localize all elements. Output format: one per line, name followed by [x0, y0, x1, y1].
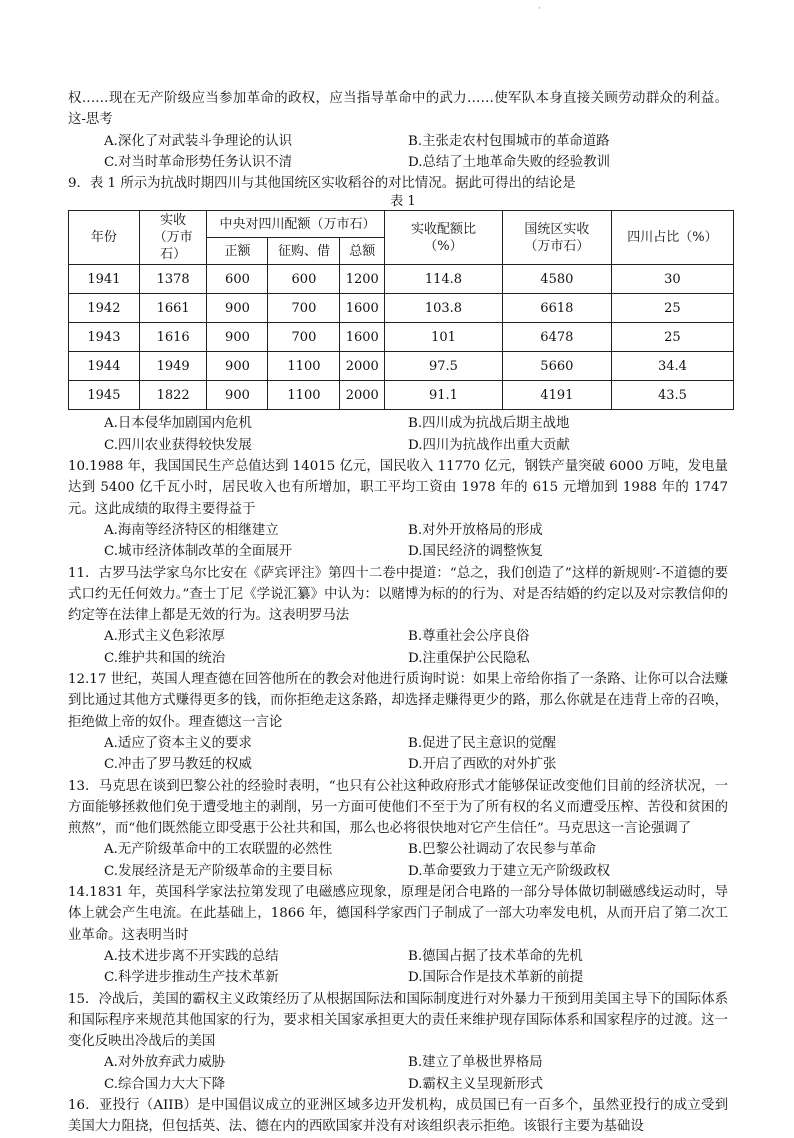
table-cell: 900 [207, 381, 268, 410]
q14-stem: 14.1831 年，英国科学家法拉第发现了电磁感应现象，原理是闭合电路的一部分导体做切制磁感线运动时，导体上就会产生电流。在此基础上，1866 年，德国科学家西门子制成了一部大功率发电机，从而开启了第二次工业革命。这表明当时 [68, 885, 728, 943]
q12-stem: 12.17 世纪，英国人理查德在回答他所在的教会对他进行质询时说：如果上帝给你指了一条路、让你可以合法赚到比通过其他方式赚得更多的钱，而你拒绝走这条路，却选择走赚得更少的路，那么你就是在违背上帝的召唤，拒绝做上帝的奴仆。理查德这一言论 [68, 672, 728, 730]
q14-option-a[interactable]: A.技术进步离不开实践的总结 [104, 948, 279, 964]
table-cell: 1200 [340, 265, 385, 294]
q13-option-c[interactable]: C.发展经济是无产阶级革命的主要目标 [104, 863, 333, 879]
table-cell: 101 [385, 323, 503, 352]
q8-option-b[interactable]: B.主张走农村包围城市的革命道路 [408, 133, 610, 149]
q13-option-a[interactable]: A.无产阶级革命中的工农联盟的必然性 [104, 842, 333, 858]
q10-options [68, 520, 728, 563]
q10-stem: 10.1988 年，我国国民生产总值达到 14015 亿元，国民收入 11770 亿元，钢铁产量突破 6000 万吨，发电量达到 5400 亿千瓦小时，居民收入也有所增加，职工平均工资由 1978 年的 615 元增加到 1988 年的 1747 元。这此成绩的取得主要得益于 [68, 459, 728, 517]
q15-option-d[interactable]: D.霸权主义呈现新形式 [408, 1076, 544, 1092]
header-actual: 实收（万市石） [139, 211, 207, 265]
data-table [68, 210, 734, 410]
table-cell: 1941 [69, 265, 140, 294]
q15-option-c[interactable]: C.综合国力大大下降 [104, 1076, 226, 1092]
q8-options [68, 131, 728, 174]
table-cell: 5660 [502, 352, 611, 381]
table-cell: 1100 [268, 352, 340, 381]
table-cell: 103.8 [385, 294, 503, 323]
table-cell: 43.5 [611, 381, 733, 410]
q13-option-d[interactable]: D.革命要致力于建立无产阶级政权 [408, 863, 610, 879]
table-cell: 1945 [69, 381, 140, 410]
table-cell: 2000 [340, 352, 385, 381]
q11-options [68, 626, 728, 669]
q9-option-b[interactable]: B.四川成为抗战后期主战地 [408, 416, 570, 432]
q9-stem: 9．表 1 所示为抗战时期四川与其他国统区实收稻谷的对比情况。据此可得出的结论是 [68, 176, 576, 192]
q11-option-d[interactable]: D.注重保护公民隐私 [408, 650, 530, 666]
table-row [69, 323, 734, 352]
table-cell: 1822 [139, 381, 207, 410]
q16-stem: 16．亚投行（AIIB）是中国倡议成立的亚洲区域多边开发机构，成员国已有一百多个，虽然亚投行的成立受到美国大力阻挠，但包括英、法、德在内的西欧国家并没有对该组织表示拒绝。该银行主要为基础设 [68, 1097, 728, 1135]
table-cell: 30 [611, 265, 733, 294]
table-row [69, 352, 734, 381]
q8-option-a[interactable]: A.深化了对武装斗争理论的认识 [104, 133, 293, 149]
q8-option-d[interactable]: D.总结了土地革命失败的经验教训 [408, 154, 610, 170]
table-cell: 1661 [139, 294, 207, 323]
table-cell: 1600 [340, 294, 385, 323]
q8-option-c[interactable]: C.对当时革命形势任务认识不清 [104, 154, 293, 170]
table-cell: 1944 [69, 352, 140, 381]
table-cell: 1100 [268, 381, 340, 410]
table-cell: 97.5 [385, 352, 503, 381]
q11-stem: 11．古罗马法学家乌尔比安在《萨宾评注》第四十二卷中提道：“总之，我们创造了”这样的新规则′-不道德的要式口约无任何效力。”查士丁尼《学说汇纂》中认为：以赌博为标的的行为、对是否结婚的约定以及对宗教信仰的约定等在法律上都是无效的行为。这表明罗马法 [68, 565, 728, 624]
table-caption: 表 1 [390, 194, 416, 210]
table-cell: 700 [268, 294, 340, 323]
table-cell: 4580 [502, 265, 611, 294]
q8-stem-tail: 权……现在无产阶级应当参加革命的政权，应当指导革命中的武力……使军队本身直接关顾劳动群众的利益。这-思考 [68, 91, 728, 128]
table-cell: 6478 [502, 323, 611, 352]
header-quota-purchase: 征购、借 [268, 238, 340, 265]
q12-option-d[interactable]: D.开启了西欧的对外扩张 [408, 757, 557, 773]
q12-option-b[interactable]: B.促进了民主意识的觉醒 [408, 735, 557, 751]
header-year: 年份 [69, 211, 140, 265]
q10-option-b[interactable]: B.对外开放格局的形成 [408, 522, 543, 538]
table-cell: 2000 [340, 381, 385, 410]
q14-options [68, 946, 728, 989]
table-row [69, 381, 734, 410]
table-cell: 1942 [69, 294, 140, 323]
header-quota-regular: 正额 [207, 238, 268, 265]
q12-option-c[interactable]: C.冲击了罗马教廷的权威 [104, 757, 252, 773]
q10-option-c[interactable]: C.城市经济体制改革的全面展开 [104, 544, 293, 560]
q15-stem: 15．冷战后，美国的霸权主义政策经历了从根据国际法和国际制度进行对外暴力干预到用美国主导下的国际体系和国际程序来规范其他国家的行为，要求相关国家承担更大的责任来维护现存国际体系和国家程序的过渡。这一变化反映出冷战后的美国 [68, 991, 728, 1050]
q14-option-b[interactable]: B.德国占据了技术革命的先机 [408, 948, 583, 964]
table-cell: 6618 [502, 294, 611, 323]
q9-option-a[interactable]: A.日本侵华加剧国内危机 [104, 416, 252, 432]
q12-options [68, 733, 728, 776]
header-ratio: 实收配额比（%） [385, 211, 503, 265]
q9-option-c[interactable]: C.四川农业获得较快发展 [104, 437, 252, 453]
q10-option-d[interactable]: D.国民经济的调整恢复 [408, 544, 544, 560]
table-cell: 114.8 [385, 265, 503, 294]
table-cell: 600 [207, 265, 268, 294]
q13-stem: 13．马克思在谈到巴黎公社的经验时表明，“也只有公社这种政府形式才能够保证改变他们目前的经济状况，一方面能够拯救他们免于遭受地主的剥削，另一方面可使他们不至于为了所有权的名义而遭受压榨、苦役和贫困的煎熬”，而“他们既然能立即受惠于公社共和国，那么也必将很快地对它产生信任”。马克思这一言论强调了 [68, 778, 728, 837]
q10-option-a[interactable]: A.海南等经济特区的相继建立 [104, 522, 279, 538]
header-quota-group: 中央对四川配额（万市石） [207, 211, 385, 238]
q9-options [68, 413, 728, 456]
q11-option-a[interactable]: A.形式主义色彩浓厚 [104, 629, 226, 645]
q15-option-a[interactable]: A.对外放弃武力威胁 [104, 1055, 226, 1071]
table-cell: 34.4 [611, 352, 733, 381]
table-cell: 25 [611, 294, 733, 323]
table-cell: 1949 [139, 352, 207, 381]
table-cell: 91.1 [385, 381, 503, 410]
table-cell: 700 [268, 323, 340, 352]
table-cell: 1943 [69, 323, 140, 352]
q9-option-d[interactable]: D.四川为抗战作出重大贡献 [408, 437, 570, 453]
header-quota-total: 总额 [340, 238, 385, 265]
table-row [69, 294, 734, 323]
table-cell: 900 [207, 323, 268, 352]
q13-option-b[interactable]: B.巴黎公社调动了农民参与革命 [408, 842, 597, 858]
q11-option-b[interactable]: B.尊重社会公序良俗 [408, 629, 530, 645]
header-kmt-actual: 国统区实收（万市石） [502, 211, 611, 265]
table-cell: 600 [268, 265, 340, 294]
header-mark: · [538, 4, 541, 14]
page-content [68, 88, 728, 1138]
table-cell: 4191 [502, 381, 611, 410]
q13-options [68, 839, 728, 882]
table-cell: 900 [207, 352, 268, 381]
table-cell: 25 [611, 323, 733, 352]
q15-option-b[interactable]: B.建立了单极世界格局 [408, 1055, 543, 1071]
q11-option-c[interactable]: C.维护共和国的统治 [104, 650, 226, 666]
table-cell: 1378 [139, 265, 207, 294]
q14-option-c[interactable]: C.科学进步推动生产技术革新 [104, 970, 279, 986]
q15-options [68, 1052, 728, 1095]
header-share: 四川占比（%） [611, 211, 733, 265]
q14-option-d[interactable]: D.国际合作是技术革新的前提 [408, 970, 584, 986]
q12-option-a[interactable]: A.适应了资本主义的要求 [104, 735, 252, 751]
table-cell: 1600 [340, 323, 385, 352]
table-cell: 900 [207, 294, 268, 323]
table-row [69, 265, 734, 294]
table-cell: 1616 [139, 323, 207, 352]
